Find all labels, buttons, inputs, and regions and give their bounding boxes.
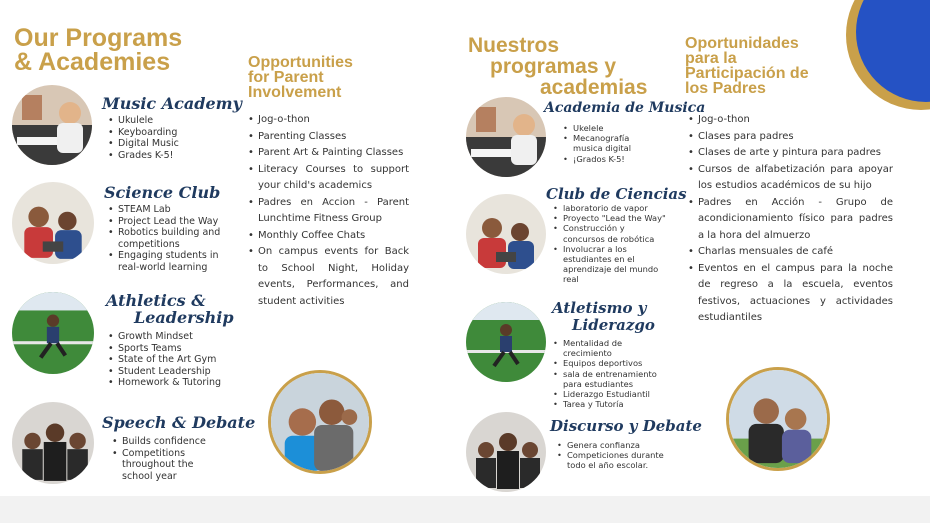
club-ciencias-heading: Club de Ciencias: [546, 185, 687, 203]
list-item: • Engaging students in real-world learning: [108, 250, 230, 273]
programs-title-line1: Our Programs: [14, 24, 183, 52]
programas-title: [468, 35, 647, 98]
list-item: • Clases para padres: [688, 129, 893, 146]
participacion-padres-title: [685, 36, 809, 96]
list-item: • ¡Grados K-5!: [563, 154, 658, 164]
list-item: • Liderazgo Estudiantil: [553, 389, 663, 399]
academia-musica-list: [563, 123, 658, 164]
discurso-debate-heading: Discurso y Debate: [550, 417, 702, 435]
speech-debate-heading: Speech & Debate: [102, 413, 256, 432]
participacion-title-line2: para la: [685, 50, 737, 67]
list-item: • Parenting Classes: [248, 129, 409, 146]
list-item: • Padres en Accion - Parent Lunchtime Fitness Group: [248, 195, 409, 228]
discurso-debate-photo: [466, 412, 546, 492]
atletismo-heading: [552, 300, 655, 334]
list-item: • Mecanografía musica digital: [563, 133, 658, 153]
parent-involvement-list: [248, 112, 409, 310]
list-item: • Competitions throughout the school year: [112, 448, 222, 483]
parent-involvement-title: [248, 55, 353, 100]
programs-title-line2: & Academies: [14, 48, 171, 76]
participacion-title-line1: Oportunidades: [685, 35, 799, 52]
programas-title-line3: academias: [540, 76, 648, 99]
parent-title-line2: for Parent: [248, 69, 324, 86]
list-item: • Construcción y concursos de robótica: [553, 223, 668, 243]
athletics-list: [108, 331, 228, 389]
speech-debate-photo: [12, 402, 94, 484]
list-item: • Tarea y Tutoría: [553, 399, 663, 409]
list-item: • Growth Mindset: [108, 331, 228, 343]
parent-photo-spanish: [726, 367, 830, 471]
list-item: • Keyboarding: [108, 127, 228, 139]
music-academy-photo: [12, 85, 92, 165]
list-item: • On campus events for Back to School Night, Holiday events, Performances, and student activities: [248, 244, 409, 310]
list-item: • Homework & Tutoring: [108, 377, 228, 389]
list-item: • STEAM Lab: [108, 204, 230, 216]
programs-title: [14, 26, 182, 74]
music-academy-heading: Music Academy: [102, 94, 242, 113]
parent-photo-english: [268, 370, 372, 474]
atletismo-heading-line2: Liderazgo: [572, 316, 655, 334]
athletics-heading-line1: Athletics &: [106, 291, 206, 310]
list-item: • Digital Music: [108, 138, 228, 150]
atletismo-list: [553, 338, 663, 409]
atletismo-photo: [466, 302, 546, 382]
speech-debate-list: [112, 436, 222, 482]
list-item: • Robotics building and competitions: [108, 227, 230, 250]
participacion-title-line4: los Padres: [685, 80, 766, 97]
participacion-padres-list: [688, 112, 893, 327]
programas-title-line1: Nuestros: [468, 34, 560, 57]
athletics-heading-line2: Leadership: [134, 308, 234, 327]
list-item: • Involucrar a los estudiantes en el aprendizaje del mundo real: [553, 244, 668, 285]
academia-musica-photo: [466, 97, 546, 177]
science-club-heading: Science Club: [104, 183, 221, 202]
science-club-photo: [12, 182, 94, 264]
bottom-strip: [0, 496, 930, 523]
list-item: • Parent Art & Painting Classes: [248, 145, 409, 162]
list-item: • Clases de arte y pintura para padres: [688, 145, 893, 162]
list-item: • Competiciones durante todo el año escolar.: [557, 450, 667, 470]
atletismo-heading-line1: Atletismo y: [552, 299, 647, 317]
list-item: • Ukelele: [563, 123, 658, 133]
list-item: • Eventos en el campus para la noche de regreso a la escuela, eventos festivos, actuaciones y actividades estudiantiles: [688, 261, 893, 327]
music-academy-list: [108, 115, 228, 161]
athletics-heading: [106, 292, 234, 326]
club-ciencias-photo: [466, 194, 546, 274]
list-item: • Grades K-5!: [108, 150, 228, 162]
list-item: • Equipos deportivos: [553, 358, 663, 368]
list-item: • Literacy Courses to support your child's academics: [248, 162, 409, 195]
list-item: • Proyecto "Lead the Way": [553, 213, 668, 223]
list-item: • Project Lead the Way: [108, 216, 230, 228]
list-item: • Jog-o-thon: [248, 112, 409, 129]
academia-musica-heading: Academia de Musica: [544, 100, 706, 116]
list-item: • Genera confianza: [557, 440, 667, 450]
list-item: • Cursos de alfabetización para apoyar los estudios académicos de su hijo: [688, 162, 893, 195]
list-item: • laboratorio de vapor: [553, 203, 668, 213]
list-item: • State of the Art Gym: [108, 354, 228, 366]
list-item: • Mentalidad de crecimiento: [553, 338, 663, 358]
list-item: • Ukulele: [108, 115, 228, 127]
list-item: • Monthly Coffee Chats: [248, 228, 409, 245]
list-item: • Padres en Acción - Grupo de acondicionamiento físico para padres a la hora del almuerzo: [688, 195, 893, 245]
parent-title-line1: Opportunities: [248, 54, 353, 71]
athletics-photo: [12, 292, 94, 374]
list-item: • Sports Teams: [108, 343, 228, 355]
list-item: • Student Leadership: [108, 366, 228, 378]
participacion-title-line3: Participación de: [685, 65, 809, 82]
list-item: • sala de entrenamiento para estudiantes: [553, 369, 663, 389]
list-item: • Jog-o-thon: [688, 112, 893, 129]
list-item: • Charlas mensuales de café: [688, 244, 893, 261]
club-ciencias-list: [553, 203, 668, 285]
list-item: • Builds confidence: [112, 436, 222, 448]
parent-title-line3: Involvement: [248, 84, 342, 101]
programas-title-line2: programas y: [490, 55, 617, 78]
discurso-debate-list: [557, 440, 667, 471]
science-club-list: [108, 204, 230, 274]
